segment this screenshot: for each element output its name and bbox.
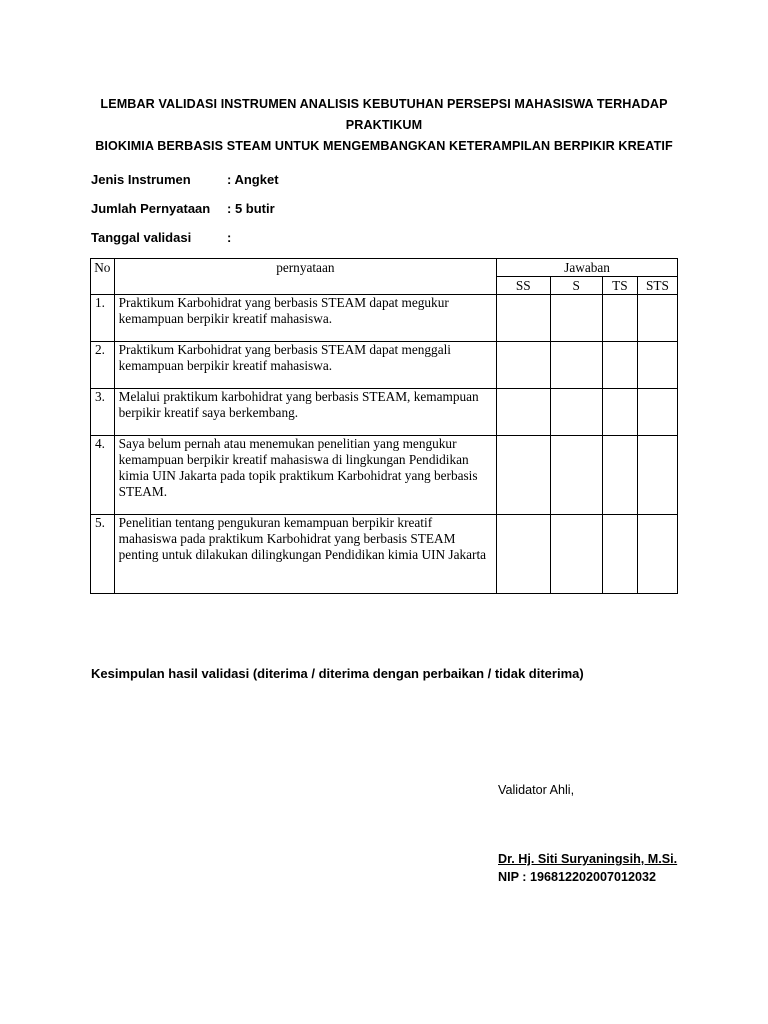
answer-cell-ss[interactable] bbox=[497, 295, 550, 342]
table-row bbox=[91, 295, 678, 342]
answer-cell-ss[interactable] bbox=[497, 342, 550, 389]
table-row bbox=[91, 436, 678, 515]
document-title bbox=[70, 94, 698, 157]
title-line-2: BIOKIMIA BERBASIS STEAM UNTUK MENGEMBANGKAN KETERAMPILAN BERPIKIR KREATIF bbox=[95, 139, 673, 153]
header-option-s: S bbox=[550, 277, 602, 295]
header-option-ts: TS bbox=[602, 277, 637, 295]
answer-cell-ss[interactable] bbox=[497, 436, 550, 515]
meta-label: Jumlah Pernyataan bbox=[91, 201, 211, 216]
answer-cell-sts[interactable] bbox=[637, 342, 677, 389]
answer-cell-sts[interactable] bbox=[637, 389, 677, 436]
meta-value: : Angket bbox=[227, 172, 279, 187]
answer-cell-ts[interactable] bbox=[602, 295, 637, 342]
row-number: 4. bbox=[91, 436, 115, 515]
answer-cell-s[interactable] bbox=[550, 515, 602, 594]
header-statement: pernyataan bbox=[114, 259, 496, 295]
meta-validation-date bbox=[91, 230, 231, 245]
row-statement: Praktikum Karbohidrat yang berbasis STEAM dapat menggali kemampuan berpikir kreatif mahasiswa. bbox=[114, 342, 496, 389]
row-number: 3. bbox=[91, 389, 115, 436]
title-line-1: LEMBAR VALIDASI INSTRUMEN ANALISIS KEBUTUHAN PERSEPSI MAHASISWA TERHADAP PRAKTIKUM bbox=[100, 97, 668, 132]
table-row bbox=[91, 515, 678, 594]
row-statement: Melalui praktikum karbohidrat yang berbasis STEAM, kemampuan berpikir kreatif saya berkembang. bbox=[114, 389, 496, 436]
validation-conclusion: Kesimpulan hasil validasi (diterima / diterima dengan perbaikan / tidak diterima) bbox=[91, 666, 584, 681]
header-option-ss: SS bbox=[497, 277, 550, 295]
row-number: 2. bbox=[91, 342, 115, 389]
answer-cell-ts[interactable] bbox=[602, 342, 637, 389]
meta-label: Jenis Instrumen bbox=[91, 172, 191, 187]
row-number: 1. bbox=[91, 295, 115, 342]
answer-cell-sts[interactable] bbox=[637, 515, 677, 594]
answer-cell-s[interactable] bbox=[550, 436, 602, 515]
meta-instrument-type bbox=[91, 172, 279, 187]
answer-cell-ts[interactable] bbox=[602, 389, 637, 436]
row-statement: Praktikum Karbohidrat yang berbasis STEAM dapat megukur kemampuan berpikir kreatif mahasiswa. bbox=[114, 295, 496, 342]
header-answer: Jawaban bbox=[497, 259, 678, 277]
row-number: 5. bbox=[91, 515, 115, 594]
validator-name: Dr. Hj. Siti Suryaningsih, M.Si. bbox=[498, 852, 678, 866]
validation-table bbox=[90, 258, 678, 594]
meta-statement-count bbox=[91, 201, 275, 216]
table-row bbox=[91, 342, 678, 389]
answer-cell-ss[interactable] bbox=[497, 515, 550, 594]
meta-value: : bbox=[227, 230, 232, 245]
validator-nip: NIP : 196812202007012032 bbox=[498, 870, 657, 884]
answer-cell-ts[interactable] bbox=[602, 515, 637, 594]
table-row bbox=[91, 389, 678, 436]
answer-cell-s[interactable] bbox=[550, 342, 602, 389]
answer-cell-sts[interactable] bbox=[637, 295, 677, 342]
meta-value: : 5 butir bbox=[227, 201, 275, 216]
row-statement: Penelitian tentang pengukuran kemampuan berpikir kreatif mahasiswa pada praktikum Karbohidrat yang berbasis STEAM penting untuk dilakukan dilingkungan Pendidikan kimia UIN Jakarta bbox=[114, 515, 496, 594]
validator-role: Validator Ahli, bbox=[498, 783, 575, 797]
answer-cell-s[interactable] bbox=[550, 295, 602, 342]
header-option-sts: STS bbox=[637, 277, 677, 295]
answer-cell-sts[interactable] bbox=[637, 436, 677, 515]
answer-cell-ss[interactable] bbox=[497, 389, 550, 436]
answer-cell-ts[interactable] bbox=[602, 436, 637, 515]
answer-cell-s[interactable] bbox=[550, 389, 602, 436]
meta-label: Tanggal validasi bbox=[91, 230, 192, 245]
header-no: No bbox=[91, 259, 115, 295]
row-statement: Saya belum pernah atau menemukan penelitian yang mengukur kemampuan berpikir kreatif mahasiswa di lingkungan Pendidikan kimia UIN Jakarta pada topik praktikum Karbohidrat yang berbasis STEAM. bbox=[114, 436, 496, 515]
